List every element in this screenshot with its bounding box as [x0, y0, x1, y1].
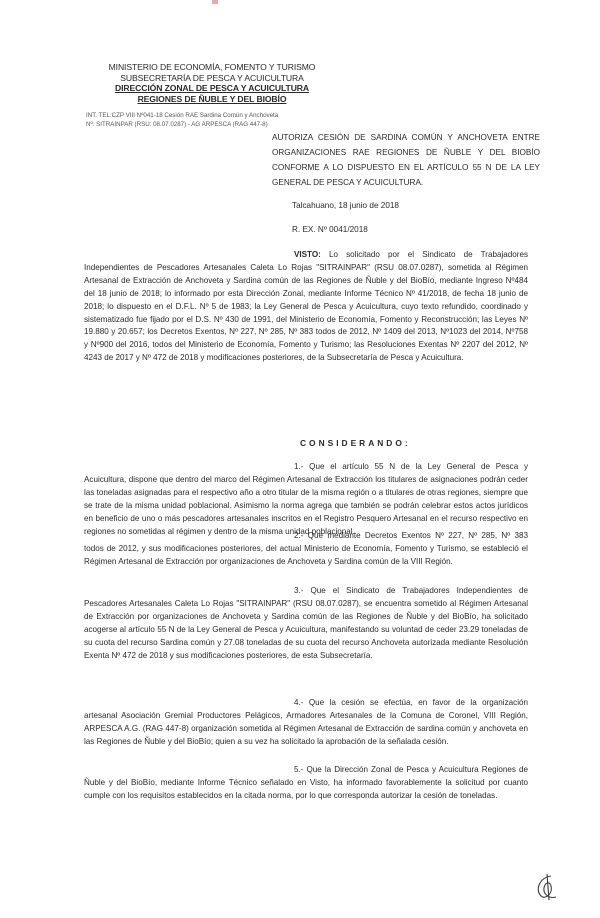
considerando-1-text: 1.- Que el artículo 55 N de la Ley General de Pesca y Acuicultura, dispone que dentro del marco del Régimen Artesanal de Extracción los titulares de asignaciones podrán ceder las toneladas asignadas para el respectivo año a otro titular de la misma región o a titulares de otras regiones, siempre que se trate de la misma unidad poblacional. Asimismo la norma agrega que también se podrán celebrar estos actos jurídicos en beneficio de uno o más pescadores artesanales inscritos en el Registro Pesquero Artesanal en el recurso respectivo en regiones no sometidas al régimen y dentro de la misma unidad poblacional. — [84, 462, 528, 536]
letterhead — [72, 62, 352, 104]
ministry-name: MINISTERIO DE ECONOMÍA, FOMENTO Y TURISMO — [108, 62, 316, 72]
undersecretariat-name: SUBSECRETARÍA DE PESCA Y ACUICULTURA — [120, 72, 304, 83]
considerando-4 — [84, 697, 528, 749]
visto-text: Lo solicitado por el Sindicato de Trabajadores Independientes de Pescadores Artesanales Caleta Lo Rojas "SITRAINPAR" (RSU 08.07.0287), sometida al Régimen Artesanal de Extracción de Anchoveta y Sardina común de las Regiones de Ñuble y del BioBío, mediante Ingreso Nº484 del 18 junio de 2018; lo informado por esta Dirección Zonal, mediante Informe Técnico Nº 41/2018, de fecha 18 junio de 2018; lo dispuesto en el D.F.L. Nº 5 de 1983; la Ley General de Pesca y Acuicultura, cuyo texto refundido, coordinado y sistematizado fue fijado por el D.S. Nº 430 de 1991, del Ministerio de Economía, Fomento y Reconstrucción; las Leyes Nº 19.880 y 20.657; los Decretos Exentos, Nº 227, Nº 285, Nº 383 todos de 2012, Nº 1409 del 2013, Nº1023 del 2014, Nº758 y Nº900 del 2016, todos del Ministerio de Economía, Fomento y Turismo; las Resoluciones Exentas Nº 2207 del 2012, Nº 4243 de 2017 y Nº 472 de 2018 y modificaciones posteriores, de la Subsecretaría de Pesca y Acuicultura. — [84, 250, 528, 363]
considerando-3 — [84, 585, 528, 662]
considerando-5-text: 5.- Que la Dirección Zonal de Pesca y Acuicultura Regiones de Ñuble y del BioBío, mediante Informe Técnico señalado en Visto, ha informado favorablemente la solicitud por cuanto cumple con los requisitos establecidos en la citada norma, por lo que corresponda autorizar la cesión de toneladas. — [84, 765, 528, 800]
considerando-2 — [84, 530, 528, 569]
resolution-number: R. EX. Nº 0041/2018 — [292, 225, 368, 234]
zonal-direction-name: DIRECCIÓN ZONAL DE PESCA Y ACUICULTURA — [114, 83, 310, 93]
regions-name: REGIONES DE ÑUBLE Y DEL BIOBÍO — [137, 93, 287, 104]
reference-line-1: INT. TEL:CZP VIII Nº041-18 Cesión RAE Sardina Común y Anchoveta — [86, 112, 279, 119]
considerando-4-text: 4.- Que la cesión se efectúa, en favor de la organización artesanal Asociación Gremial Productores Pelágicos, Armadores Artesanales de la Comuna de Coronel, VIII Región, ARPESCA A.G. (RAG 447-8) organización sometida al Régimen Artesanal de Extracción de sardina común y anchoveta en las Regiones de Ñuble y del BioBío; quien a su vez ha solicitado la aprobación de la señalada cesión. — [84, 698, 528, 746]
considerando-1 — [84, 461, 528, 538]
considerando-2-text: 2.- Que mediante Decretos Exentos Nº 227, Nº 285, Nº 383 todos de 2012, y sus modificaciones posteriores, del actual Ministerio de Economía, Fomento y Turismo, se estableció el Régimen Artesanal de Extracción por organizaciones de Anchoveta y Sardina común de la VIII Región. — [84, 531, 528, 566]
visto-label: VISTO: — [294, 250, 321, 259]
considerando-3-text: 3.- Que el Sindicato de Trabajadores Independientes de Pescadores Artesanales Caleta Lo Rojas "SITRAINPAR" (RSU 08.07.0287), se encuentra sometido al Régimen Artesanal de Extracción por organizaciones de Anchoveta y Sardina común de las Regiones de Ñuble y del BioBío, ha solicitado acogerse al artículo 55 N de la Ley General de Pesca y Acuicultura, manifestando su voluntad de ceder 23.29 toneladas de su cuota del recurso Sardina común y 27.08 toneladas de su cuota del recurso Anchoveta autorizada mediante Resolución Exenta Nº 472 de 2018 y sus modificaciones posteriores, de esta Subsecretaría. — [84, 586, 528, 660]
reference-line-2: Nº: SITRAINPAR (RSU: 08.07.0287) - AG ARPESCA (RAG 447-8) — [86, 121, 268, 128]
punch-mark — [212, 0, 218, 4]
considerando-heading: CONSIDERANDO: — [300, 438, 411, 448]
place-date: Talcahuano, 18 junio de 2018 — [292, 201, 399, 210]
resolution-subject: AUTORIZA CESIÓN DE SARDINA COMÚN Y ANCHOVETA ENTRE ORGANIZACIONES RAE REGIONES DE ÑUBLE Y DEL BIOBÍO CONFORME A LO DISPUESTO EN EL ARTÍCULO 55 N DE LA LEY GENERAL DE PESCA Y ACUICULTURA. — [272, 133, 540, 187]
considerando-5 — [84, 764, 528, 803]
signature-initials — [531, 872, 561, 902]
visto-paragraph — [84, 249, 528, 365]
